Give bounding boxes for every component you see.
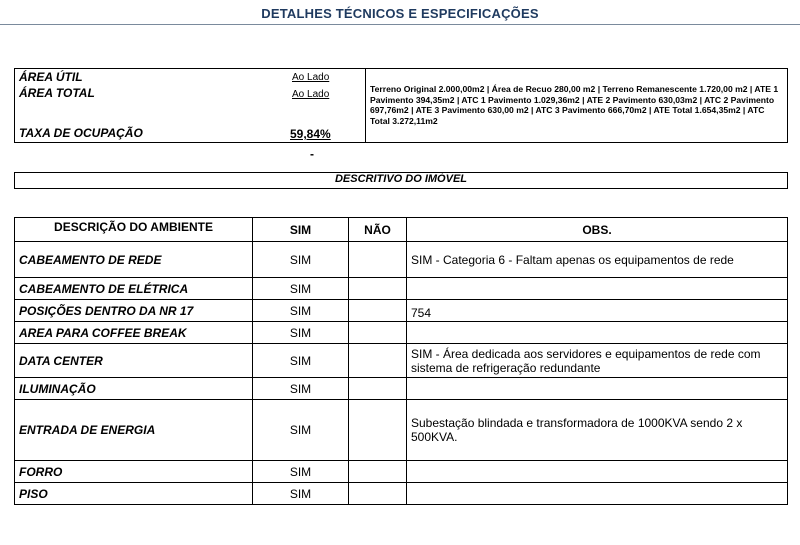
table-row [15,322,788,344]
row-nao [349,322,407,344]
row-sim: SIM [253,483,349,505]
table-row [15,242,788,278]
table-row [15,378,788,400]
row-sim: SIM [253,400,349,461]
row-nao [349,242,407,278]
table-row [15,300,788,322]
section-title: DESCRITIVO DO IMÓVEL [334,173,467,185]
row-obs: SIM - Categoria 6 - Faltam apenas os equipamentos de rede [407,242,788,278]
area-util-label: ÁREA ÚTIL [19,70,83,84]
row-name: DATA CENTER [15,344,253,378]
row-sim: SIM [253,461,349,483]
header-nao: NÃO [349,218,407,242]
row-obs [407,378,788,400]
row-obs: SIM - Área dedicada aos servidores e equipamentos de rede com sistema de refrigeração redundante [407,344,788,378]
header-sim: SIM [253,218,349,242]
summary-divider [365,68,366,143]
table-row [15,461,788,483]
header-obs: OBS. [407,218,788,242]
row-obs [407,278,788,300]
area-util-link[interactable]: Ao Lado [292,72,330,83]
row-sim: SIM [253,300,349,322]
taxa-ocupacao-label: TAXA DE OCUPAÇÃO [19,126,143,140]
table-header-row [15,218,788,242]
table-row [15,400,788,461]
row-sim: SIM [253,278,349,300]
row-name: ENTRADA DE ENERGIA [15,400,253,461]
area-total-label: ÁREA TOTAL [19,86,95,100]
row-obs: Subestação blindada e transformadora de 1000KVA sendo 2 x 500KVA. [407,400,788,461]
row-nao [349,300,407,322]
row-name: POSIÇÕES DENTRO DA NR 17 [15,300,253,322]
table-row [15,344,788,378]
row-name: PISO [15,483,253,505]
row-nao [349,461,407,483]
row-sim: SIM [253,322,349,344]
row-name: FORRO [15,461,253,483]
row-obs [407,461,788,483]
row-nao [349,344,407,378]
row-name: AREA PARA COFFEE BREAK [15,322,253,344]
row-nao [349,378,407,400]
row-nao [349,278,407,300]
row-name: CABEAMENTO DE REDE [15,242,253,278]
row-nao [349,483,407,505]
page-title: DETALHES TÉCNICOS E ESPECIFICAÇÕES [261,6,539,21]
title-divider [0,24,800,25]
table-row [15,483,788,505]
row-name: CABEAMENTO DE ELÉTRICA [15,278,253,300]
table-row [15,278,788,300]
row-sim: SIM [253,242,349,278]
taxa-ocupacao-value: 59,84% [290,127,331,141]
spec-table [14,217,788,505]
row-name: ILUMINAÇÃO [15,378,253,400]
row-obs [407,483,788,505]
row-nao [349,400,407,461]
row-obs: 754 [407,300,788,322]
row-sim: SIM [253,344,349,378]
row-sim: SIM [253,378,349,400]
dash-mark: - [310,147,314,161]
header-descricao: DESCRIÇÃO DO AMBIENTE [15,218,253,242]
area-total-link[interactable]: Ao Lado [292,89,330,100]
area-breakdown-note: Terreno Original 2.000,00m2 | Área de Recuo 280,00 m2 | Terreno Remanescente 1.720,00 m2 | ATE 1 Pavimento 394,35m2 | ATC 1 Pavimento 1.029,36m2 | ATE 2 Pavimento 630,03m2 | ATC 2 Pavimento 697,76m2 | ATE 3 Pavimento 630,00 m2 | ATC 3 Pavimento 666,70m2 | ATE Total 1.654,35m2 | ATC Total 3.272,11m2 [370,84,779,126]
row-obs [407,322,788,344]
